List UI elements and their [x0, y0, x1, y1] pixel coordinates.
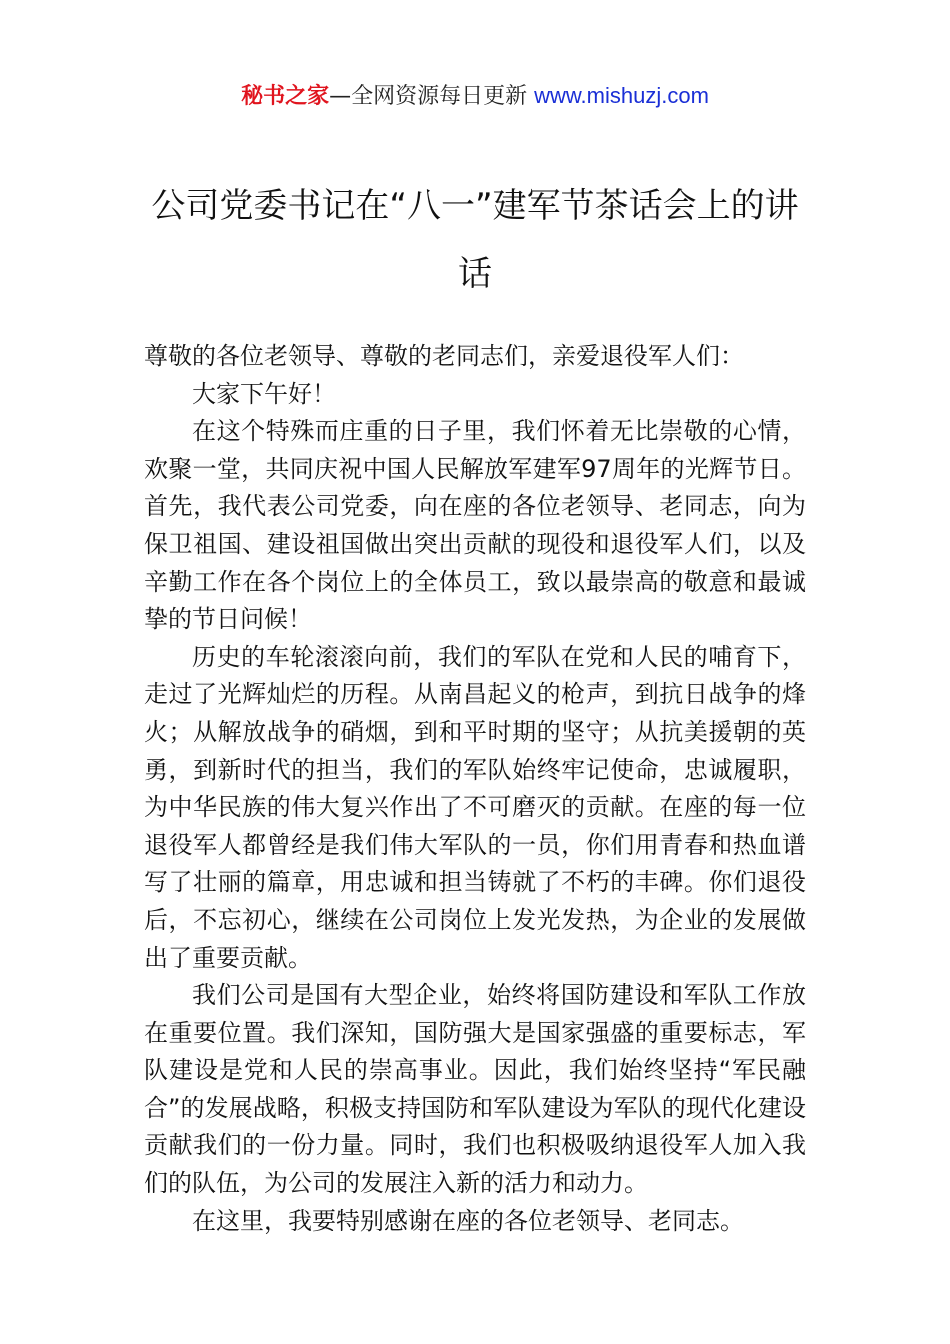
- site-url-link[interactable]: www.mishuzj.com: [534, 83, 709, 108]
- document-body: [144, 338, 806, 1240]
- paragraph-greeting: 大家下午好！: [192, 379, 336, 408]
- paragraph-opening: 在这个特殊而庄重的日子里，我们怀着无比崇敬的心情，欢聚一堂，共同庆祝中国人民解放军建军97周年的光辉节日。首先，我代表公司党委，向在座的各位老领导、老同志，向为保卫祖国、建设祖国做出突出贡献的现役和退役军人们，以及辛勤工作在各个岗位上的全体员工，致以最崇高的敬意和最诚挚的节日问候！: [144, 417, 806, 634]
- paragraph-thanks: 在这里，我要特别感谢在座的各位老领导、老同志。: [192, 1206, 744, 1235]
- salutation: 尊敬的各位老领导、尊敬的老同志们，亲爱退役军人们：: [144, 342, 744, 370]
- document-title: 公司党委书记在“八一”建军节茶话会上的讲话: [151, 186, 799, 294]
- paragraph-company: 我们公司是国有大型企业，始终将国防建设和军队工作放在重要位置。我们深知，国防强大是国家强盛的重要标志，军队建设是党和人民的崇高事业。因此，我们始终坚持“军民融合”的发展战略，积极支持国防和军队建设为军队的现代化建设贡献我们的一份力量。同时，我们也积极吸纳退役军人加入我们的队伍，为公司的发展注入新的活力和动力。: [144, 981, 806, 1198]
- site-header: [0, 80, 950, 113]
- paragraph-history: 历史的车轮滚滚向前，我们的军队在党和人民的哺育下，走过了光辉灿烂的历程。从南昌起义的枪声，到抗日战争的烽火；从解放战争的硝烟，到和平时期的坚守；从抗美援朝的英勇，到新时代的担当，我们的军队始终牢记使命，忠诚履职，为中华民族的伟大复兴作出了不可磨灭的贡献。在座的每一位退役军人都曾经是我们伟大军队的一员，你们用青春和热血谱写了壮丽的篇章，用忠诚和担当铸就了不朽的丰碑。你们退役后，不忘初心，继续在公司岗位上发光发热，为企业的发展做出了重要贡献。: [144, 642, 806, 972]
- brand-name: 秘书之家: [241, 84, 330, 109]
- header-tagline: —全网资源每日更新: [329, 84, 528, 109]
